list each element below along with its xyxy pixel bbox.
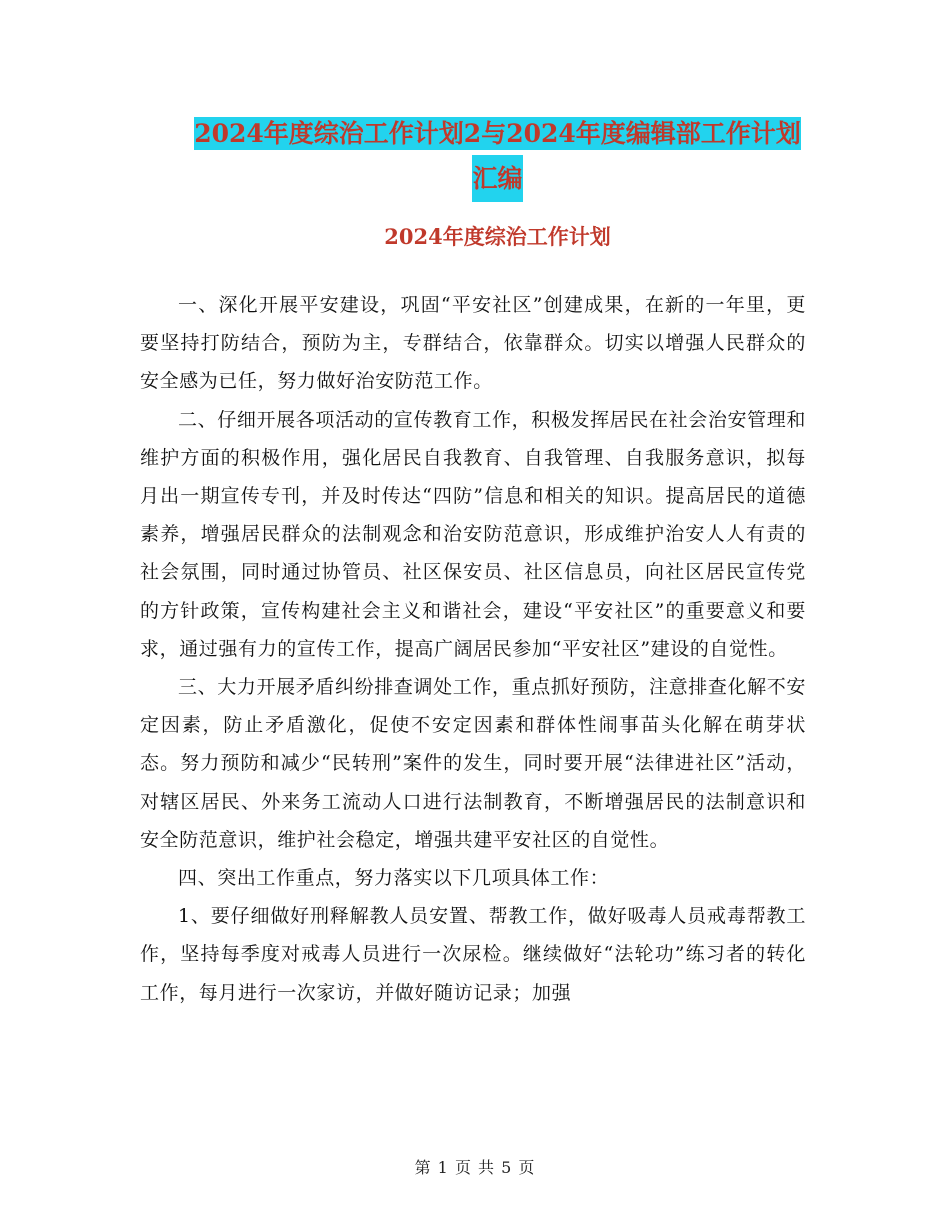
page-footer: 第 1 页 共 5 页	[414, 1158, 536, 1177]
document-title	[140, 112, 855, 202]
paragraph: 一、深化开展平安建设，巩固“平安社区”创建成果，在新的一年里，更要坚持打防结合，预防为主，专群结合，依靠群众。切实以增强人民群众的安全感为已任，努力做好治安防范工作。	[140, 294, 806, 393]
section-title: 2024年度综治工作计划	[384, 224, 611, 249]
document-body	[140, 286, 806, 1012]
document-title-line2: 汇编	[472, 155, 522, 202]
document-title-line1: 2024年度综治工作计划2与2024年度编辑部工作计划	[194, 119, 801, 148]
paragraph: 四、突出工作重点，努力落实以下几项具体工作：	[178, 867, 610, 890]
paragraph: 1、要仔细做好刑释解教人员安置、帮教工作，做好吸毒人员戒毒帮教工作，坚持每季度对戒毒人员进行一次尿检。继续做好“法轮功”练习者的转化工作，每月进行一次家访，并做好随访记录；加强	[140, 905, 806, 1004]
paragraph: 三、大力开展矛盾纠纷排查调处工作，重点抓好预防，注意排查化解不安定因素，防止矛盾激化，促使不安定因素和群体性闹事苗头化解在萌芽状态。努力预防和减少“民转刑”案件的发生，同时要开展“法律进社区”活动，对辖区居民、外来务工流动人口进行法制教育，不断增强居民的法制意识和安全防范意识，维护社会稳定，增强共建平安社区的自觉性。	[140, 676, 806, 851]
paragraph: 二、仔细开展各项活动的宣传教育工作，积极发挥居民在社会治安管理和维护方面的积极作用，强化居民自我教育、自我管理、自我服务意识，拟每月出一期宣传专刊，并及时传达“四防”信息和相关的知识。提高居民的道德素养，增强居民群众的法制观念和治安防范意识，形成维护治安人人有责的社会氛围，同时通过协管员、社区保安员、社区信息员，向社区居民宣传党的方针政策，宣传构建社会主义和谐社会，建设“平安社区”的重要意义和要求，通过强有力的宣传工作，提高广阔居民参加“平安社区”建设的自觉性。	[140, 408, 806, 660]
